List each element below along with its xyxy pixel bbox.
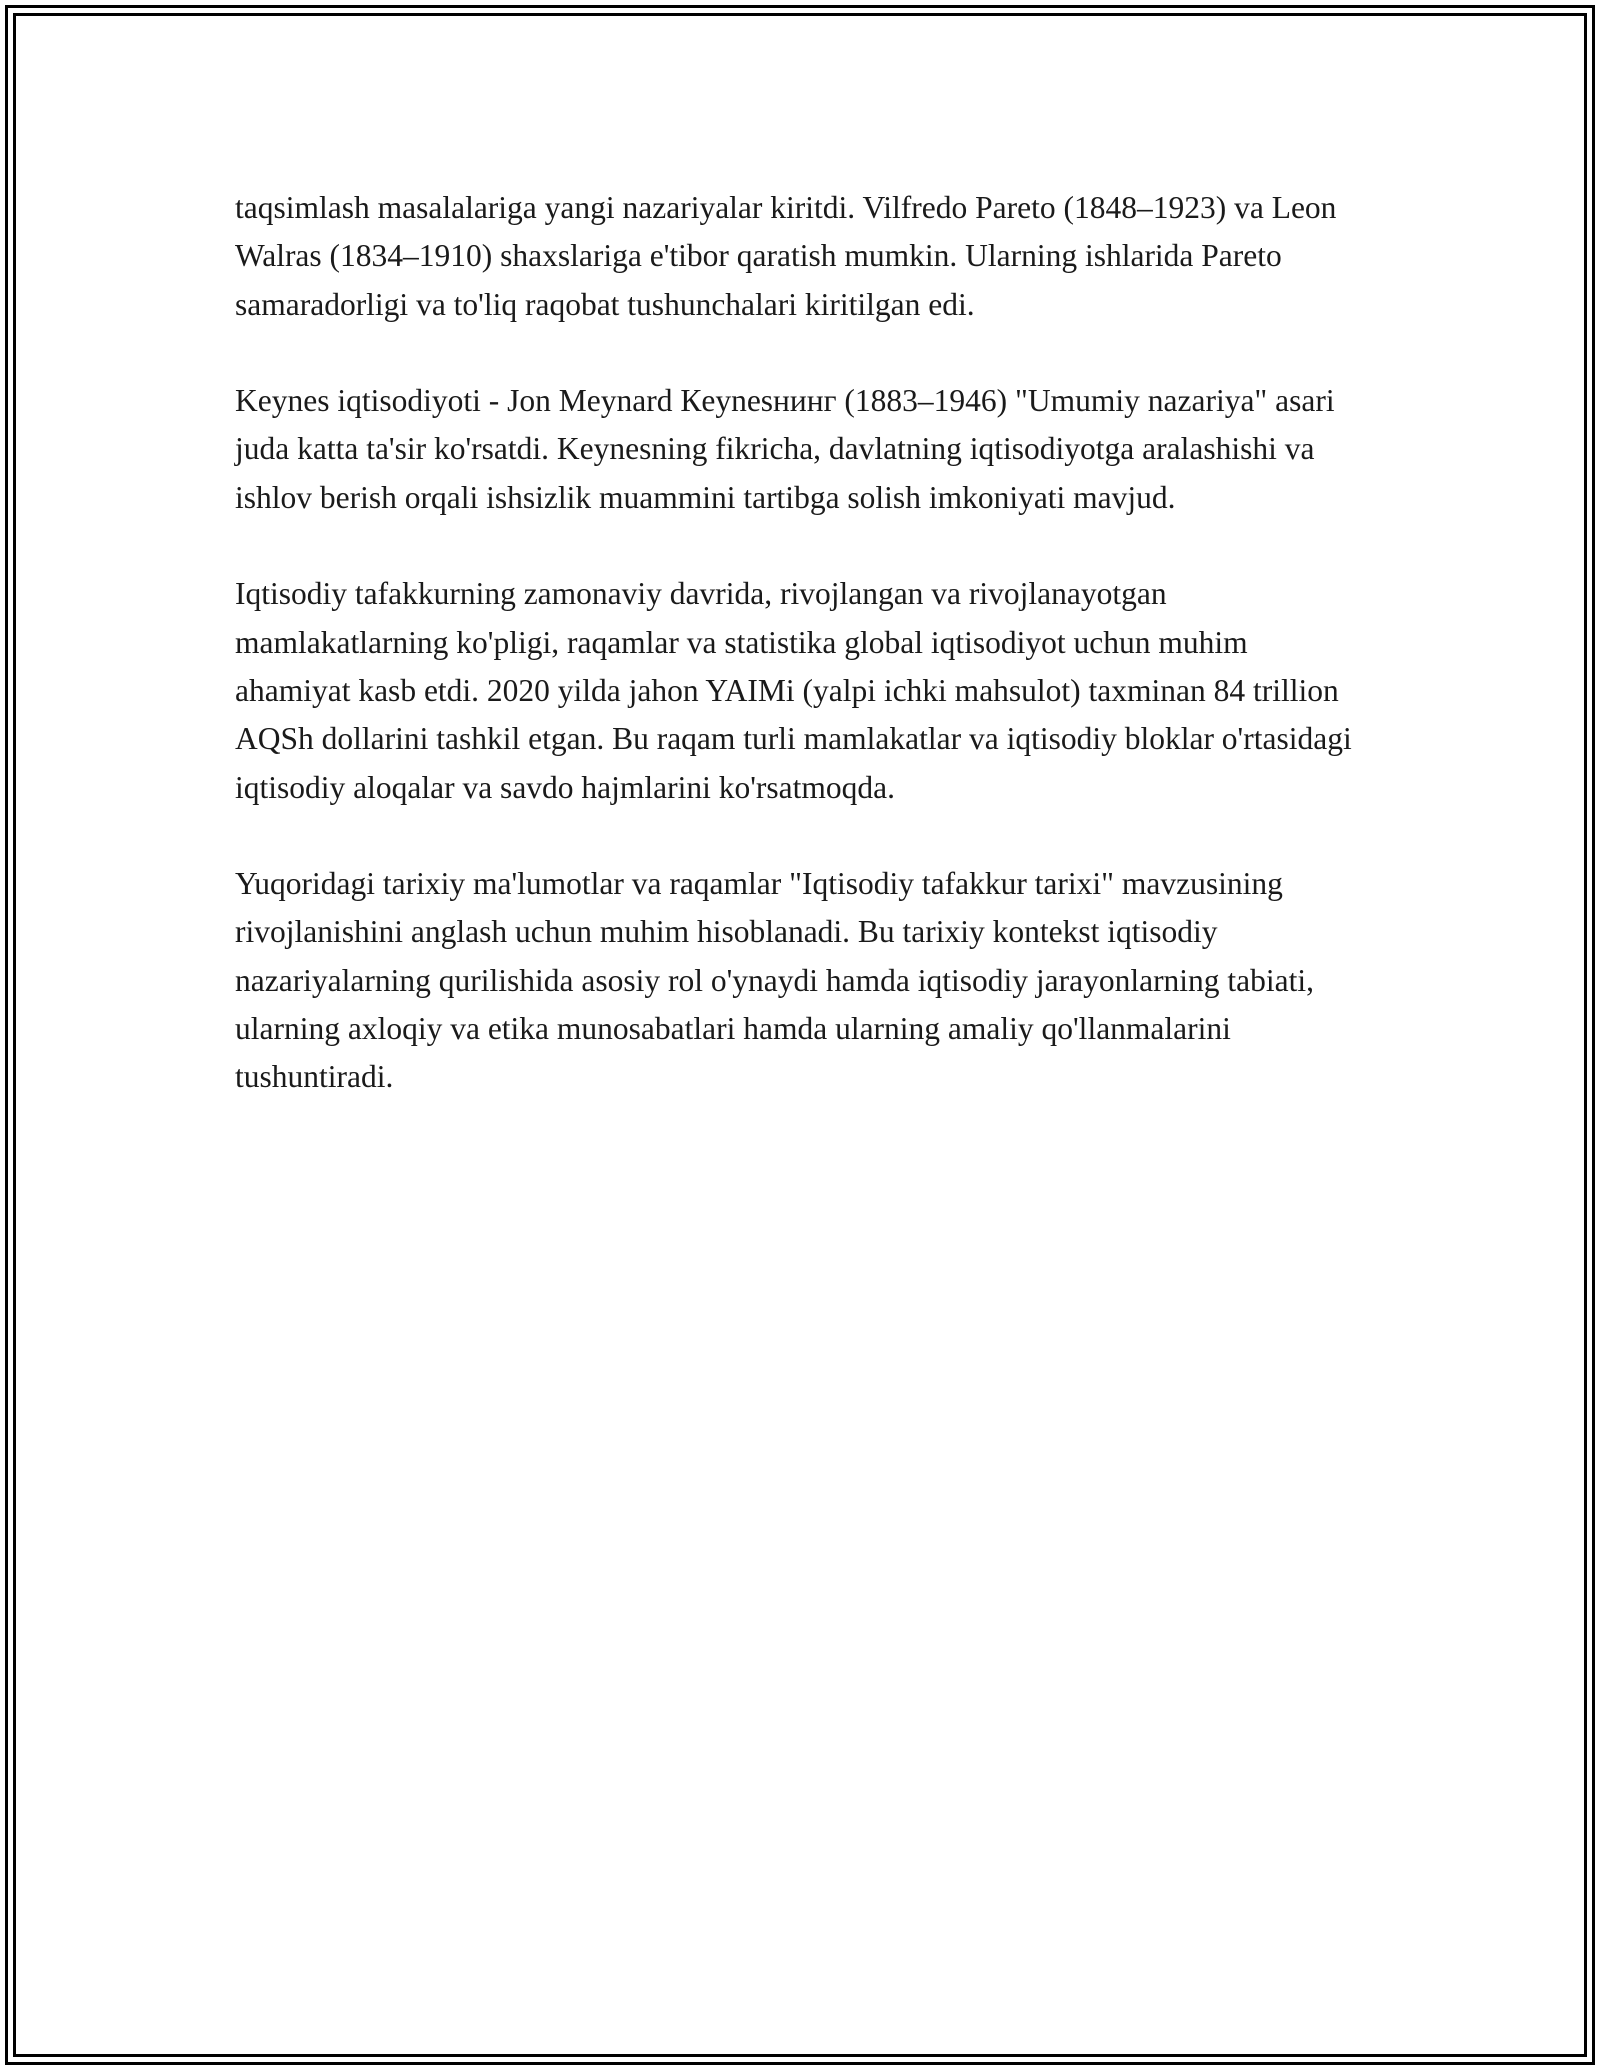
paragraph-modern-era: Iqtisodiy tafakkurning zamonaviy davrida, rivojlangan va rivojlanayotgan mamlakatlarning ko'pligi, raqamlar va statistika global iqtisodiyot uchun muhim ahamiyat kasb etdi. 2020 yilda jahon YAIMi (yalpi ichki mahsulot) taxminan 84 trillion AQSh dollarini tashkil etgan. Bu raqam turli mamlakatlar va iqtisodiy bloklar o'rtasidagi iqtisodiy aloqalar va savdo hajmlarini ko'rsatmoqda. (235, 576, 1352, 805)
paragraph-keynes: Keynes iqtisodiyoti - Jon Meynard Кeynesнинг (1883–1946) "Umumiy nazariya" asari juda katta ta'sir ko'rsatdi. Keynesning fikricha, davlatning iqtisodiyotga aralashishi va ishlov berish orqali ishsizlik muammini tartibga solish imkoniyati mavjud. (235, 383, 1335, 515)
paragraph-conclusion: Yuqoridagi tarixiy ma'lumotlar va raqamlar "Iqtisodiy tafakkur tarixi" mavzusining rivojlanishini anglash uchun muhim hisoblanadi. Bu tarixiy kontekst iqtisodiy nazariyalarning qurilishida asosiy rol o'ynaydi hamda iqtisodiy jarayonlarning tabiati, ularning axloqiy va etika munosabatlari hamda ularning amaliy qo'llanmalarini tushuntiradi. (235, 866, 1315, 1095)
document-body (235, 184, 1355, 1102)
paragraph-pareto-walras: taqsimlash masalalariga yangi nazariyalar kiritdi. Vilfredo Pareto (1848–1923) va Leon Walras (1834–1910) shaxslariga e'tibor qaratish mumkin. Ularning ishlarida Pareto samaradorligi va to'liq raqobat tushunchalari kiritilgan edi. (235, 190, 1337, 322)
